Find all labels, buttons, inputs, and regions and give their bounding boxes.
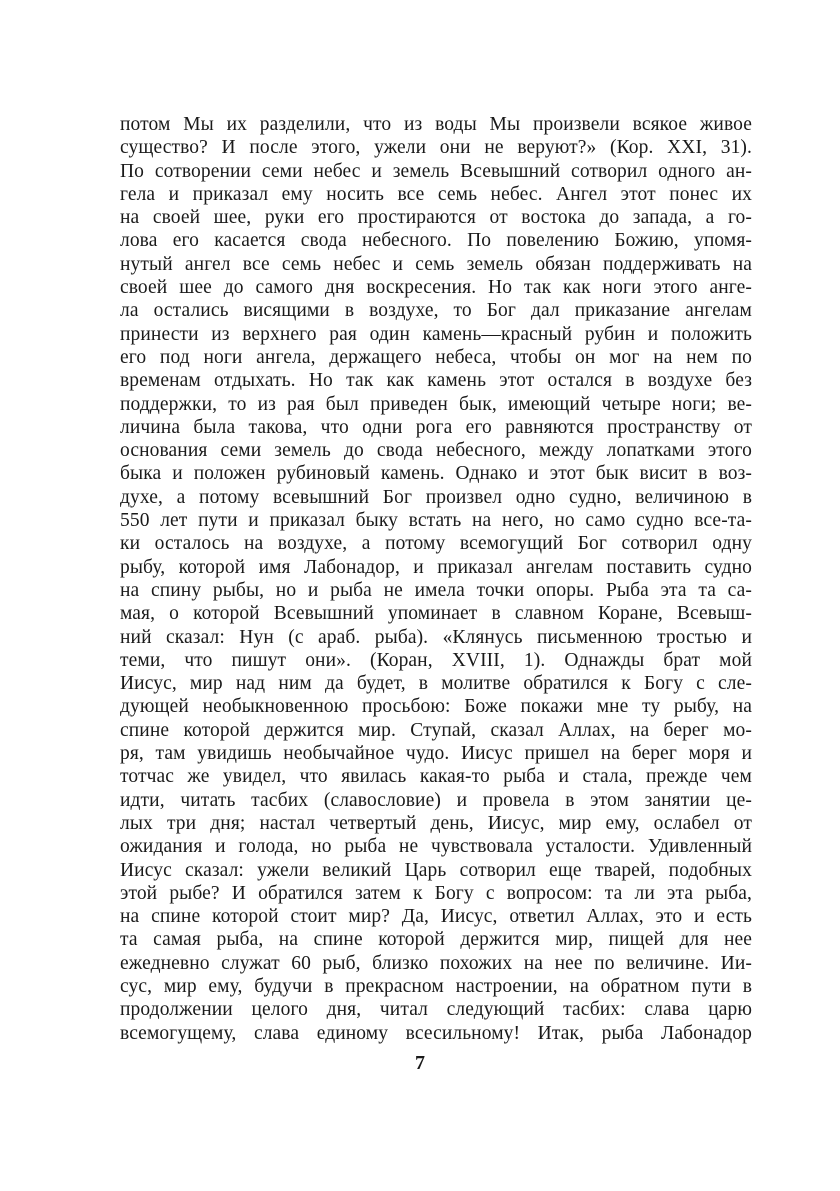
text-line: ки осталось на воздухе, а потому всемогущий Бог сотворил одну [120,533,752,555]
text-line: ла остались висящими в воздухе, то Бог дал приказание ангелам [120,300,752,322]
text-line: 550 лет пути и приказал быку встать на него, но само судно все-та- [120,510,752,532]
text-line: идти, читать тасбих (славословие) и провела в этом занятии це- [120,789,752,811]
text-line: По сотворении семи небес и земель Всевышний сотворил одного ан- [120,160,752,182]
text-line: духе, а потому всевышний Бог произвел одно судно, величиною в [120,486,752,508]
text-line: нутый ангел все семь небес и семь земель обязан поддерживать на [120,253,752,275]
text-line: Иисус, мир над ним да будет, в молитве обратился к Богу с сле- [120,673,752,695]
text-line: быка и положен рубиновый камень. Однако и этот бык висит в воз- [120,463,752,485]
text-line: основания семи земель до свода небесного, между лопатками этого [120,440,752,462]
text-line: Иисус сказал: ужели великий Царь сотворил еще тварей, подобных [120,859,752,881]
text-line: та самая рыба, на спине которой держится мир, пищей для нее [120,929,752,951]
page-number: 7 [415,1052,425,1074]
text-line: дующей необыкновенною просьбою: Боже покажи мне ту рыбу, на [120,696,752,718]
text-line: сус, мир ему, будучи в прекрасном настроении, на обратном пути в [120,975,752,997]
text-line: ний сказал: Нун (с араб. рыба). «Клянусь письменною тростью и [120,626,752,648]
text-line: ря, там увидишь необычайное чудо. Иисус пришел на берег моря и [120,743,752,765]
text-line: гела и приказал ему носить все семь небес. Ангел этот понес их [120,183,752,205]
text-line: спине которой держится мир. Ступай, сказал Аллах, на берег мо- [120,719,752,741]
text-line: тотчас же увидел, что явилась какая-то рыба и стала, прежде чем [120,766,752,788]
text-line: своей шее до самого дня воскресения. Но так как ноги этого анге- [120,277,752,299]
text-line: теми, что пишут они». (Коран, XVIII, 1). Однажды брат мой [120,649,752,671]
text-line: ежедневно служат 60 рыб, близко похожих на нее по величине. Ии- [120,952,752,974]
text-line: рыбу, которой имя Лабонадор, и приказал ангелам поставить судно [120,556,752,578]
text-line: поддержки, то из рая был приведен бык, имеющий четыре ноги; ве- [120,393,752,415]
text-line: существо? И после этого, ужели они не веруют?» (Кор. XXI, 31). [120,137,752,159]
text-line: принести из верхнего рая один камень—красный рубин и положить [120,323,752,345]
text-line: лых три дня; настал четвертый день, Иисус, мир ему, ослабел от [120,812,752,834]
text-line: этой рыбе? И обратился затем к Богу с вопросом: та ли эта рыба, [120,882,752,904]
text-line: мая, о которой Всевышний упоминает в славном Коране, Всевыш- [120,603,752,625]
text-line: его под ноги ангела, держащего небеса, чтобы он мог на нем по [120,346,752,368]
text-line: продолжении целого дня, читал следующий тасбих: слава царю [120,999,752,1021]
text-line: всемогущему, слава единому всесильному! Итак, рыба Лабонадор [120,1022,752,1044]
text-line: потом Мы их разделили, что из воды Мы произвели всякое живое [120,114,752,135]
text-line: на своей шее, руки его простираются от востока до запада, а го- [120,207,752,229]
body-text [120,113,752,1045]
text-line: ожидания и голода, но рыба не чувствовала усталости. Удивленный [120,836,752,858]
text-line: лова его касается свода небесного. По повелению Божию, упомя- [120,230,752,252]
text-line: на спину рыбы, но и рыба не имела точки опоры. Рыба эта та са- [120,579,752,601]
text-line: временам отдыхать. Но так как камень этот остался в воздухе без [120,370,752,392]
text-line: личина была такова, что одни рога его равняются пространству от [120,416,752,438]
text-line: на спине которой стоит мир? Да, Иисус, ответил Аллах, это и есть [120,906,752,928]
